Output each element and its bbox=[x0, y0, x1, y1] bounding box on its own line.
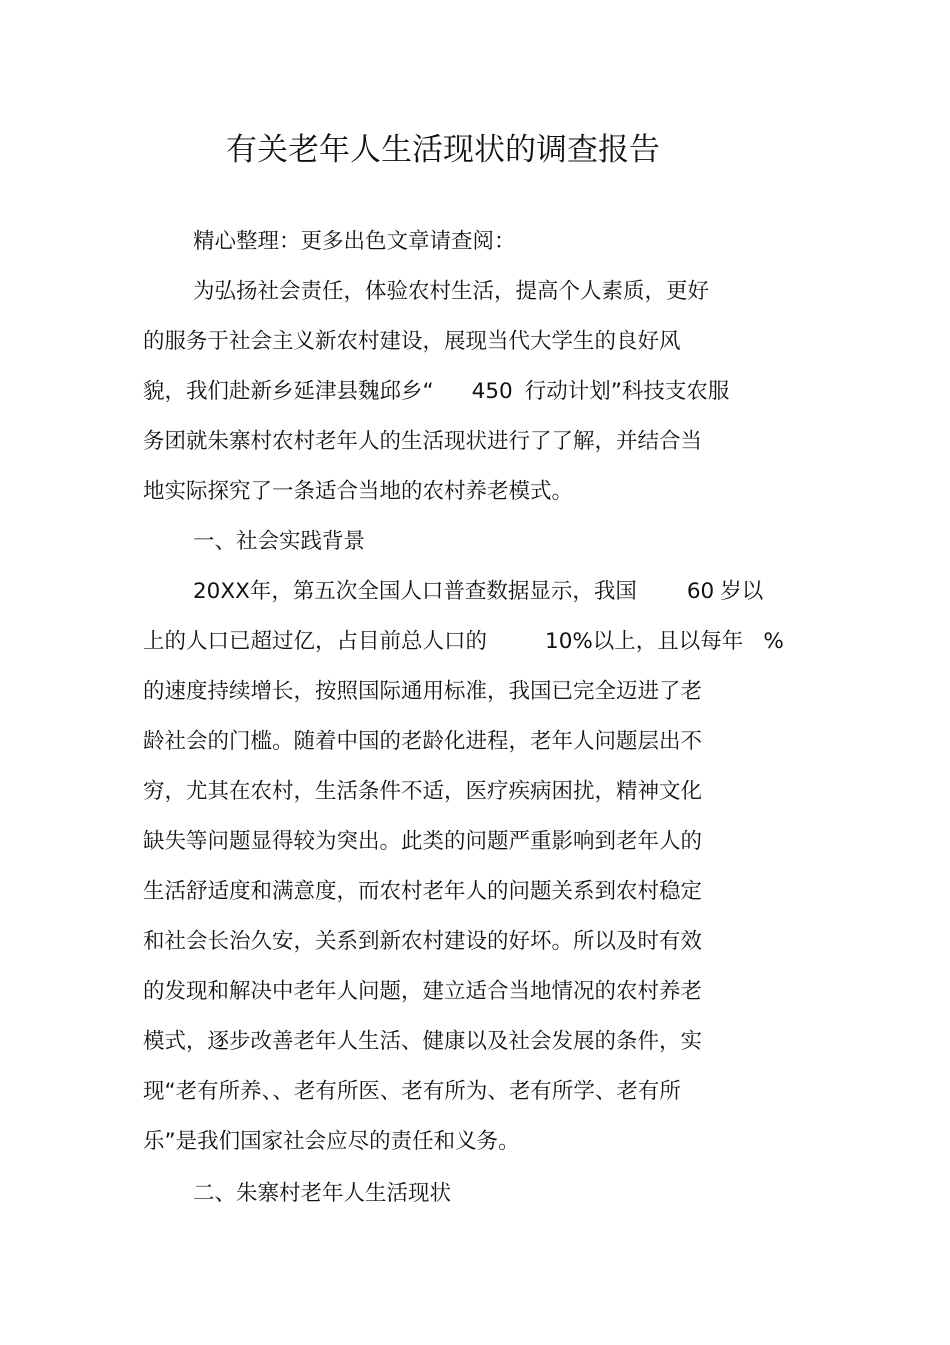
paragraph-line: 和社会长治久安，关系到新农村建设的好坏。所以及时有效 bbox=[143, 929, 703, 954]
paragraph-line: 务团就朱寨村农村老年人的生活现状进行了了解，并结合当 bbox=[143, 429, 703, 454]
paragraph-line bbox=[143, 628, 784, 656]
line-segment: % bbox=[763, 629, 784, 654]
section-heading: 二、朱寨村老年人生活现状 bbox=[193, 1181, 452, 1206]
paragraph-line: 龄社会的门槛。随着中国的老龄化进程，老年人问题层出不 bbox=[143, 729, 703, 754]
paragraph-line: 的速度持续增长，按照国际通用标准，我国已完全迈进了老 bbox=[143, 679, 703, 704]
paragraph-line: 精心整理：更多出色文章请查阅： bbox=[193, 229, 516, 254]
line-segment: 岁以 bbox=[720, 579, 764, 604]
section-heading: 一、社会实践背景 bbox=[193, 529, 366, 554]
paragraph-line: 生活舒适度和满意度，而农村老年人的问题关系到农村稳定 bbox=[143, 879, 703, 904]
paragraph-line: 模式，逐步改善老年人生活、健康以及社会发展的条件，实 bbox=[143, 1029, 703, 1054]
line-segment: 20XX年，第五次全国人口普查数据显示，我国 bbox=[193, 579, 637, 604]
paragraph-line: 地实际探究了一条适合当地的农村养老模式。 bbox=[143, 479, 574, 504]
paragraph-line: 乐”是我们国家社会应尽的责任和义务。 bbox=[143, 1129, 520, 1154]
line-segment: 上的人口已超过亿，占目前总人口的 bbox=[143, 629, 488, 654]
paragraph-line: 的发现和解决中老年人问题，建立适合当地情况的农村养老 bbox=[143, 979, 703, 1004]
paragraph-line bbox=[193, 578, 763, 606]
line-segment: 行动计划”科技支农服 bbox=[524, 379, 730, 404]
document-title: 有关老年人生活现状的调查报告 bbox=[226, 132, 660, 168]
paragraph-line: 穷，尤其在农村，生活条件不适，医疗疾病困扰，精神文化 bbox=[143, 779, 703, 804]
line-segment: 10%以上，且以每年 bbox=[545, 629, 744, 654]
line-segment: 450 bbox=[471, 379, 513, 404]
line-segment: 貌，我们赴新乡延津县魏邱乡“ bbox=[143, 379, 434, 404]
paragraph-line: 现“老有所养、、老有所医、老有所为、老有所学、老有所 bbox=[143, 1079, 681, 1104]
line-segment: 60 bbox=[686, 579, 715, 604]
paragraph-line bbox=[143, 378, 729, 406]
paragraph-line: 为弘扬社会责任，体验农村生活，提高个人素质，更好 bbox=[193, 279, 710, 304]
paragraph-line: 的服务于社会主义新农村建设，展现当代大学生的良好风 bbox=[143, 329, 681, 354]
paragraph-line: 缺失等问题显得较为突出。此类的问题严重影响到老年人的 bbox=[143, 829, 703, 854]
